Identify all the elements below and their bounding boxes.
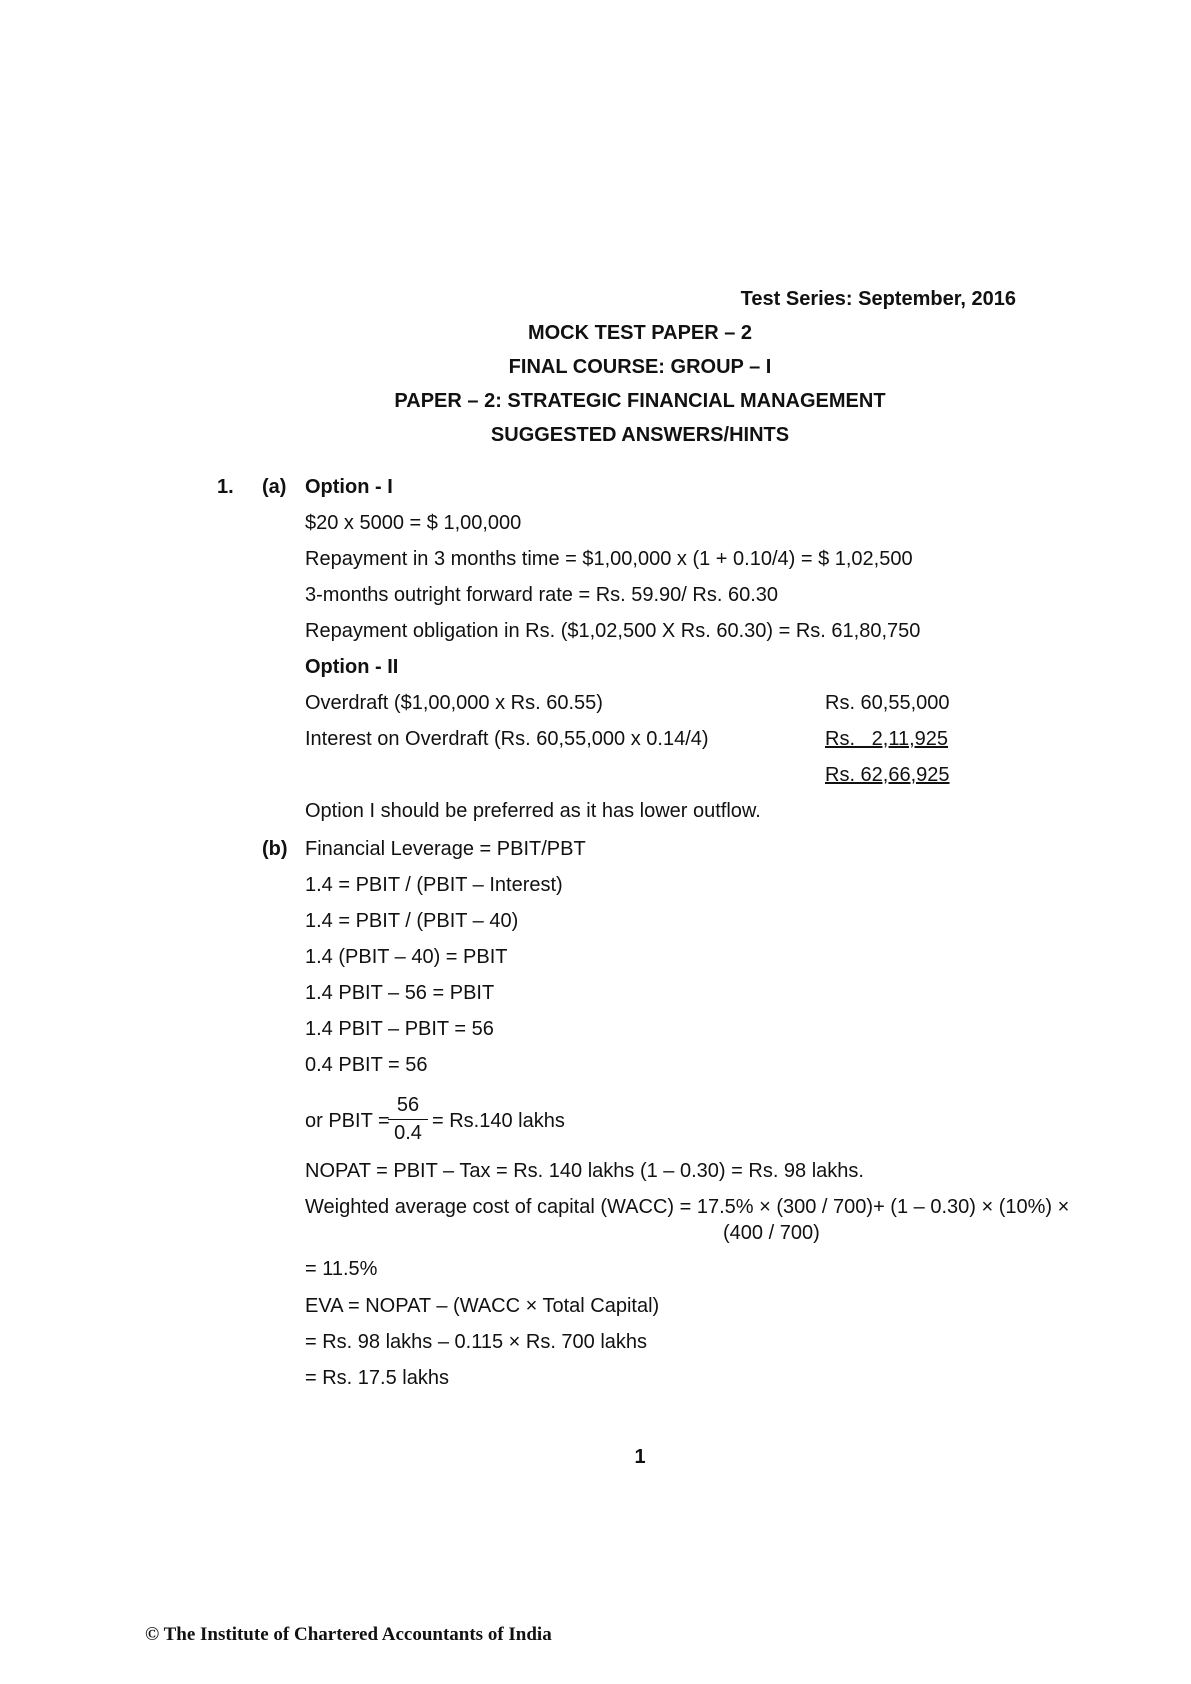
option2-row-amount: Rs. 2,11,925: [825, 728, 949, 750]
part-a-line: 3-months outright forward rate = Rs. 59.90/ Rs. 60.30: [305, 584, 779, 606]
part-b-line: 1.4 (PBIT – 40) = PBIT: [305, 946, 508, 968]
part-a-line: $20 x 5000 = $ 1,00,000: [305, 512, 522, 534]
part-a-line: Repayment obligation in Rs. ($1,02,500 X Rs. 60.30) = Rs. 61,80,750: [305, 620, 921, 642]
part-b-line: 0.4 PBIT = 56: [305, 1054, 428, 1076]
wacc-line-continued: (400 / 700): [723, 1222, 820, 1244]
eva-line: = Rs. 98 lakhs – 0.115 × Rs. 700 lakhs: [305, 1331, 648, 1353]
course-title: FINAL COURSE: GROUP – I: [508, 356, 772, 378]
option2-row-amount: Rs. 60,55,000: [825, 692, 950, 714]
part-a-conclusion: Option I should be preferred as it has lower outflow.: [305, 800, 761, 822]
footer-copyright: © The Institute of Chartered Accountants of India: [145, 1624, 552, 1645]
part-b-line: 1.4 PBIT – PBIT = 56: [305, 1018, 494, 1040]
eva-line: EVA = NOPAT – (WACC × Total Capital): [305, 1295, 660, 1317]
option2-row-desc: Interest on Overdraft (Rs. 60,55,000 x 0.14/4): [305, 728, 709, 750]
part-b-line: 1.4 = PBIT / (PBIT – Interest): [305, 874, 563, 896]
part-b-line: 1.4 PBIT – 56 = PBIT: [305, 982, 495, 1004]
fraction-denominator: 0.4: [394, 1122, 422, 1144]
fraction-numerator: 56: [388, 1094, 428, 1120]
subtitle: SUGGESTED ANSWERS/HINTS: [490, 424, 790, 446]
option2-heading: Option - II: [305, 656, 399, 678]
nopat-line: NOPAT = PBIT – Tax = Rs. 140 lakhs (1 – 0.30) = Rs. 98 lakhs.: [305, 1160, 864, 1182]
test-series-label: Test Series: September, 2016: [740, 288, 1016, 310]
part-b-line: 1.4 = PBIT / (PBIT – 40): [305, 910, 519, 932]
eva-line: = Rs. 17.5 lakhs: [305, 1367, 449, 1389]
option2-total: Rs. 62,66,925: [825, 764, 950, 786]
fraction-rhs: = Rs.140 lakhs: [432, 1110, 565, 1132]
option2-row-desc: Overdraft ($1,00,000 x Rs. 60.55): [305, 692, 603, 714]
part-a-label: (a): [262, 476, 287, 498]
paper-title: MOCK TEST PAPER – 2: [527, 322, 753, 344]
paper-name: PAPER – 2: STRATEGIC FINANCIAL MANAGEMENT: [394, 390, 886, 412]
fraction: [388, 1094, 428, 1145]
part-a-line: Repayment in 3 months time = $1,00,000 x (1 + 0.10/4) = $ 1,02,500: [305, 548, 913, 570]
page-number: 1: [634, 1446, 646, 1468]
wacc-line: Weighted average cost of capital (WACC) = 17.5% × (300 / 700)+ (1 – 0.30) × (10%) ×: [305, 1196, 1070, 1218]
wacc-result: = 11.5%: [305, 1258, 378, 1280]
part-b-label: (b): [262, 838, 288, 860]
question-number: 1.: [217, 476, 234, 498]
option1-heading: Option - I: [305, 476, 393, 498]
fraction-lhs: or PBIT =: [305, 1110, 390, 1132]
part-b-line: Financial Leverage = PBIT/PBT: [305, 838, 586, 860]
